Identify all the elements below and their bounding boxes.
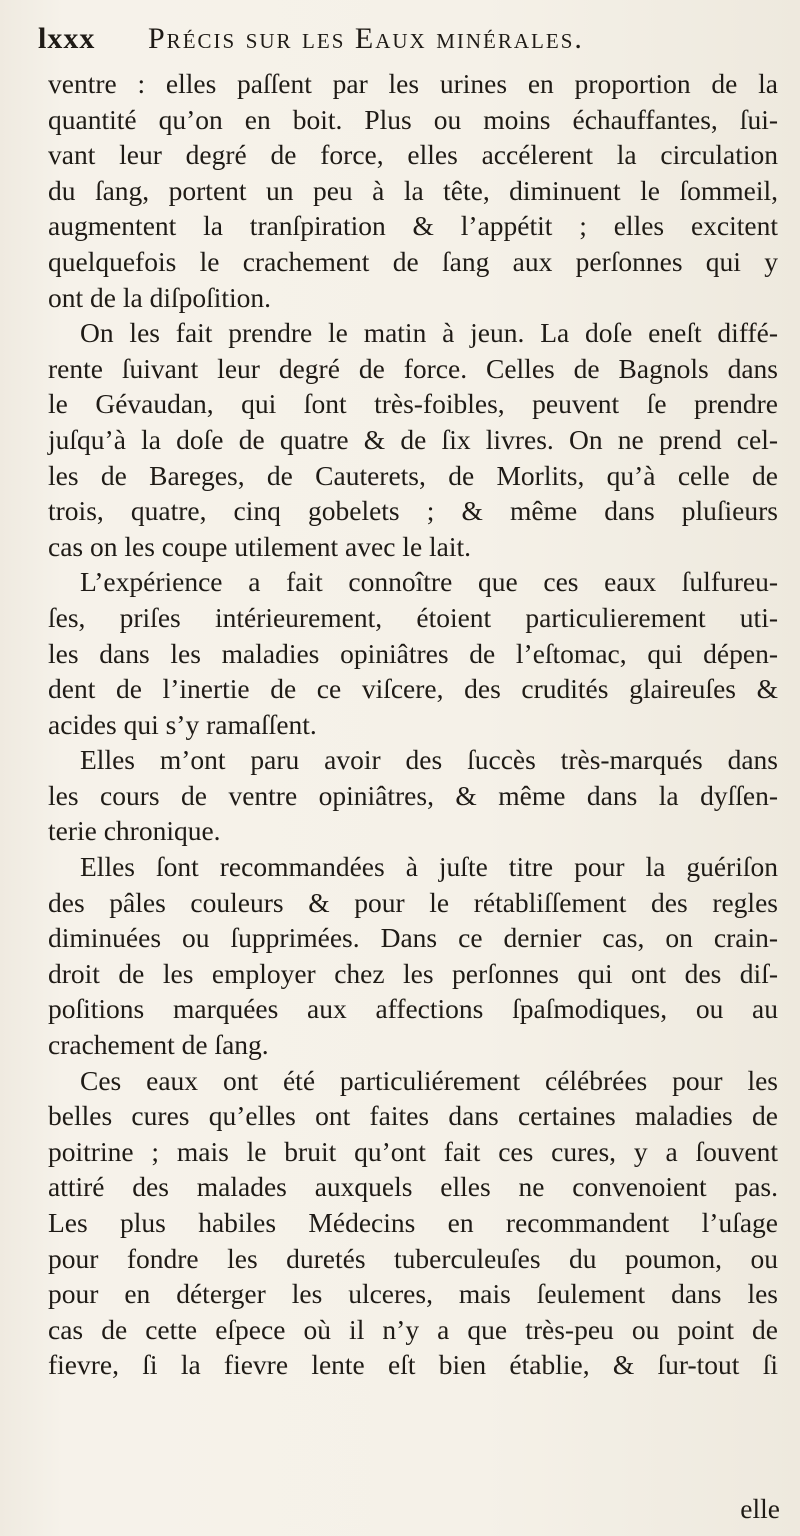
text-line: terie chronique. [48,815,221,847]
text-line: belles cures qu’elles ont faites dans certaines maladies de [48,1100,778,1132]
text-line: crachement de ſang. [48,1029,269,1061]
text-line: pour en déterger les ulceres, mais ſeulement dans les [48,1278,778,1310]
text-line: ont de la diſpoſition. [48,281,272,313]
text-line: Les plus habiles Médecins en recommandent l’uſage [48,1207,778,1238]
text-line: Elles ſont recommandées à juſte titre pour la guériſon [80,851,778,883]
running-title: Précis sur les Eaux minérales. [148,22,584,55]
text-line: ventre : elles paſſent par les urines en proportion de la [48,68,778,99]
text-line: pour fondre les duretés tuberculeuſes du poumon, ou [48,1242,778,1274]
catchword: elle [740,1493,780,1524]
text-line: poitrine ; mais le bruit qu’ont fait ces cures, y a ſouvent [48,1135,778,1167]
page-header [38,22,764,64]
text-line: fievre, ſi la fievre lente eſt bien établie, & ſur-tout ſi [48,1349,778,1381]
page-number: lxxx [38,22,96,55]
text-line: trois, quatre, cinq gobelets ; & même dans pluſieurs [48,495,778,527]
text-line: ſes, priſes intérieurement, étoient particulierement uti- [48,601,778,633]
text-line: cas on les coupe utilement avec le lait. [48,530,472,562]
text-line: les de Bareges, de Cauterets, de Morlits, qu’à celle de [48,459,778,491]
text-line: du ſang, portent un peu à la tête, diminuent le ſommeil, [48,174,778,206]
text-line: On les fait prendre le matin à jeun. La doſe eneſt diffé- [80,317,778,349]
text-line: diminuées ou ſupprimées. Dans ce dernier cas, on crain- [48,922,778,954]
text-line: quelquefois le crachement de ſang aux perſonnes qui y [48,245,778,277]
text-line: les dans les maladies opiniâtres de l’eſtomac, qui dépen- [48,637,778,669]
text-line: cas de cette eſpece où il n’y a que très-peu ou point de [48,1313,778,1345]
text-line: Elles m’ont paru avoir des ſuccès très-marqués dans [80,744,778,776]
text-line: les cours de ventre opiniâtres, & même dans la dyſſen- [48,779,778,811]
body-text [48,66,778,1383]
text-line: juſqu’à la doſe de quatre & de ſix livres. On ne prend cel- [48,423,778,455]
text-line: augmentent la tranſpiration & l’appétit ; elles excitent [48,210,778,242]
text-line: rente ſuivant leur degré de force. Celles de Bagnols dans [48,352,778,384]
text-line: attiré des malades auxquels elles ne convenoient pas. [48,1171,778,1203]
text-line: dent de l’inertie de ce viſcere, des crudités glaireuſes & [48,673,778,705]
text-line: vant leur degré de force, elles accélerent la circulation [48,139,778,171]
text-line: des pâles couleurs & pour le rétabliſſement des regles [48,886,778,918]
text-line: L’expérience a fait connoître que ces eaux ſulfureu- [80,566,778,598]
text-line: droit de les employer chez les perſonnes qui ont des diſ- [48,957,778,989]
text-line: quantité qu’on en boit. Plus ou moins échauffantes, ſui- [48,103,778,135]
text-line: Ces eaux ont été particuliérement célébrées pour les [80,1064,778,1096]
text-line: acides qui s’y ramaſſent. [48,708,317,740]
text-line: poſitions marquées aux affections ſpaſmodiques, ou au [48,993,778,1025]
text-line: le Gévaudan, qui ſont très-foibles, peuvent ſe prendre [48,388,778,420]
